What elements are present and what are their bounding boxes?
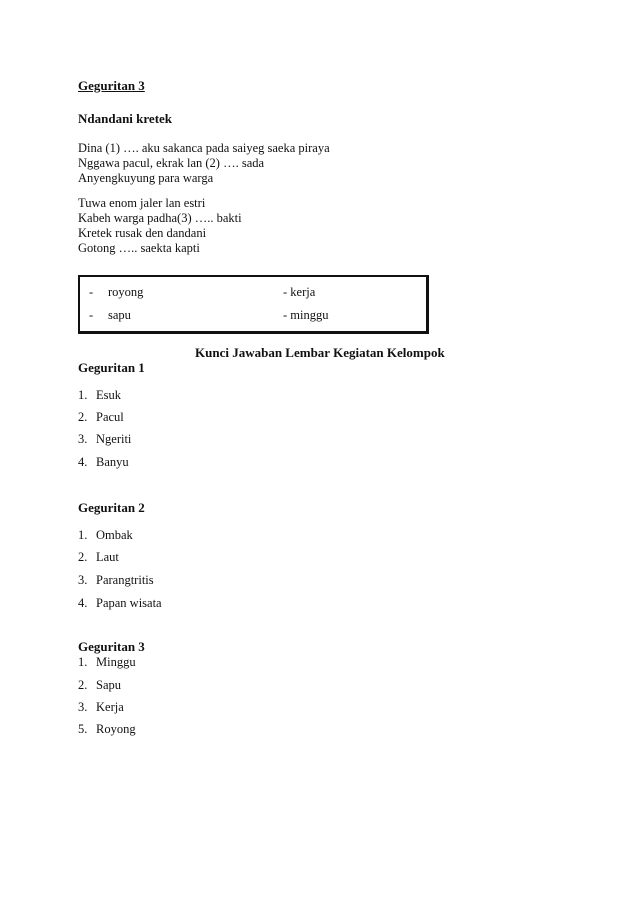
item-text: Kerja [96, 700, 124, 714]
answer-heading: Geguritan 3 [78, 639, 145, 654]
word-option: - minggu [283, 308, 329, 322]
item-text: Banyu [96, 455, 129, 469]
item-number: 1. [78, 655, 88, 669]
list-item [78, 573, 154, 588]
poem-stanza-1 [78, 141, 330, 186]
item-number: 2. [78, 550, 88, 564]
poem-line: Kabeh warga padha(3) ….. bakti [78, 211, 242, 225]
list-item [78, 388, 121, 403]
list-item [78, 550, 119, 565]
answer-heading: Geguritan 2 [78, 500, 145, 515]
list-item [78, 678, 121, 693]
list-item [78, 596, 162, 611]
item-text: Ngeriti [96, 432, 132, 446]
item-text: Esuk [96, 388, 121, 402]
list-item [78, 528, 133, 543]
answer-heading: Geguritan 1 [78, 360, 145, 375]
list-item [78, 655, 136, 670]
list-item [78, 455, 129, 470]
geguritan-3-title: Geguritan 3 [78, 78, 145, 93]
item-text: Laut [96, 550, 119, 564]
bullet-dash: - [89, 285, 94, 299]
word-choice-box [78, 275, 429, 334]
answer-key-title: Kunci Jawaban Lembar Kegiatan Kelompok [195, 345, 445, 360]
item-number: 4. [78, 455, 88, 469]
item-number: 3. [78, 432, 88, 446]
item-number: 5. [78, 722, 88, 736]
item-number: 4. [78, 596, 88, 610]
item-number: 3. [78, 573, 88, 587]
poem-line: Tuwa enom jaler lan estri [78, 196, 206, 210]
poem-line: Dina (1) …. aku sakanca pada saiyeg saeka piraya [78, 141, 330, 155]
item-number: 1. [78, 388, 88, 402]
item-text: Parangtritis [96, 573, 154, 587]
item-number: 2. [78, 678, 88, 692]
poem-stanza-2 [78, 196, 242, 256]
list-item [78, 722, 136, 737]
item-number: 2. [78, 410, 88, 424]
list-item [78, 410, 124, 425]
poem-line: Anyengkuyung para warga [78, 171, 214, 185]
item-text: Sapu [96, 678, 121, 692]
item-number: 3. [78, 700, 88, 714]
list-item [78, 700, 124, 715]
bullet-dash: - [89, 308, 94, 322]
item-number: 1. [78, 528, 88, 542]
word-option: royong [108, 285, 144, 299]
list-item [78, 432, 131, 447]
item-text: Papan wisata [96, 596, 162, 610]
poem-line: Kretek rusak den dandani [78, 226, 207, 240]
word-option: sapu [108, 308, 131, 322]
item-text: Pacul [96, 410, 124, 424]
item-text: Royong [96, 722, 136, 736]
poem-title: Ndandani kretek [78, 111, 173, 126]
poem-line: Nggawa pacul, ekrak lan (2) …. sada [78, 156, 265, 170]
item-text: Minggu [96, 655, 136, 669]
word-option: - kerja [283, 285, 316, 299]
item-text: Ombak [96, 528, 133, 542]
poem-line: Gotong ….. saekta kapti [78, 241, 200, 255]
